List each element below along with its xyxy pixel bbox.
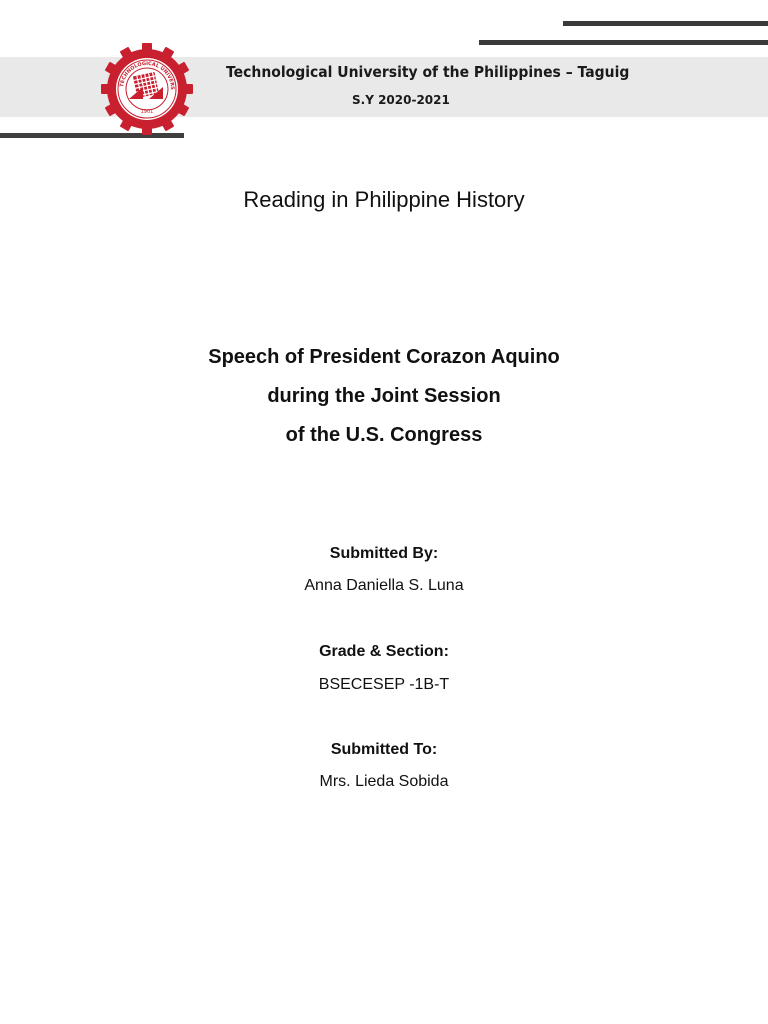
header-rule-second <box>479 40 768 45</box>
seal-text: TECHNOLOGICAL UNIVERS <box>119 60 176 91</box>
submitted-to-label: Submitted To: <box>330 741 438 758</box>
school-year: S.Y 2020-2021 <box>352 93 450 107</box>
document-title-line-1: Speech of President Corazon Aquino <box>208 346 560 368</box>
document-title-line-2: during the Joint Session <box>267 385 501 407</box>
grade-section-value: BSECESEP -1B-T <box>318 676 450 693</box>
document-title-line-3: of the U.S. Congress <box>285 424 483 446</box>
university-seal-gear-icon <box>99 41 195 137</box>
submitted-by-name: Anna Daniella S. Luna <box>304 577 464 594</box>
submitted-by-label: Submitted By: <box>329 545 439 562</box>
university-seal-logo <box>99 41 195 137</box>
university-name: Technological University of the Philippines – Taguig <box>226 63 630 81</box>
subject-title: Reading in Philippine History <box>243 187 525 212</box>
grade-section-label: Grade & Section: <box>319 643 449 660</box>
header-rule-top <box>563 21 768 26</box>
seal-year: 1901 <box>140 109 154 115</box>
submitted-to-name: Mrs. Lieda Sobida <box>319 773 449 790</box>
